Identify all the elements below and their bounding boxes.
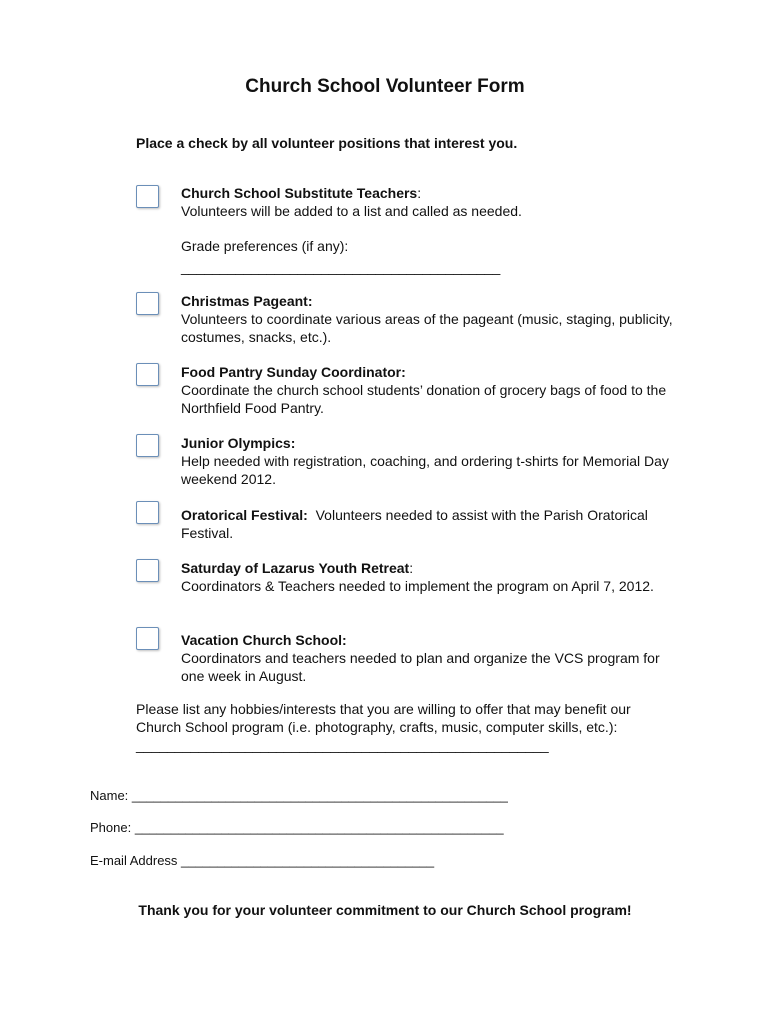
position-text bbox=[181, 434, 681, 488]
position-description: Coordinators & Teachers needed to implement the program on April 7, 2012. bbox=[181, 578, 654, 594]
checkbox-junior-olympics[interactable] bbox=[136, 434, 159, 457]
email-field[interactable]: E-mail Address ___________________________________ bbox=[90, 853, 435, 868]
position-title: Food Pantry Sunday Coordinator: bbox=[181, 364, 406, 380]
position-description: Coordinate the church school students’ donation of grocery bags of food to the Northfield Food Pantry. bbox=[181, 382, 667, 416]
hobbies-prompt: Please list any hobbies/interests that you are willing to offer that may benefit our Church School program (i.e. photography, crafts, music, computer skills, etc.): bbox=[136, 701, 631, 735]
position-description: Help needed with registration, coaching, and ordering t-shirts for Memorial Day weekend 2012. bbox=[181, 453, 669, 487]
position-title: Oratorical Festival: bbox=[181, 507, 308, 523]
form-title: Church School Volunteer Form bbox=[245, 76, 525, 97]
position-description: Volunteers to coordinate various areas of the pageant (music, staging, publicity, costumes, snacks, etc.). bbox=[181, 311, 673, 345]
position-title: Vacation Church School: bbox=[181, 632, 347, 648]
checkbox-substitute-teachers[interactable] bbox=[136, 185, 159, 208]
position-title-suffix: : bbox=[417, 185, 422, 201]
position-text bbox=[181, 631, 681, 685]
checkbox-oratorical-festival[interactable] bbox=[136, 501, 159, 524]
position-title: Church School Substitute Teachers bbox=[181, 185, 418, 201]
position-description: Coordinators and teachers needed to plan and organize the VCS program for one week in August. bbox=[181, 650, 660, 684]
position-description: Volunteers will be added to a list and called as needed. bbox=[181, 203, 522, 219]
thank-you-message: Thank you for your volunteer commitment to our Church School program! bbox=[138, 902, 632, 918]
position-text bbox=[181, 184, 681, 276]
position-text bbox=[181, 559, 681, 595]
position-text bbox=[181, 363, 681, 417]
position-description: Volunteers needed to assist with the Parish Oratorical Festival. bbox=[181, 507, 648, 541]
phone-field[interactable]: Phone: ___________________________________________________ bbox=[90, 820, 504, 835]
checkbox-lazarus-retreat[interactable] bbox=[136, 559, 159, 582]
instruction-text: Place a check by all volunteer positions that interest you. bbox=[136, 135, 518, 151]
position-text bbox=[181, 292, 681, 346]
hobbies-line[interactable]: _____________________________________________________ bbox=[136, 737, 549, 753]
position-title: Junior Olympics: bbox=[181, 435, 296, 451]
grade-preferences-line[interactable]: _________________________________________ bbox=[181, 259, 501, 275]
grade-preferences-label: Grade preferences (if any): bbox=[181, 238, 349, 254]
name-field[interactable]: Name: ____________________________________________________ bbox=[90, 788, 508, 803]
checkbox-food-pantry[interactable] bbox=[136, 363, 159, 386]
position-title: Saturday of Lazarus Youth Retreat bbox=[181, 560, 410, 576]
position-title-suffix: : bbox=[409, 560, 414, 576]
hobbies-section bbox=[136, 700, 676, 754]
position-title: Christmas Pageant: bbox=[181, 293, 313, 309]
checkbox-vacation-church-school[interactable] bbox=[136, 627, 159, 650]
position-text bbox=[181, 506, 681, 542]
checkbox-christmas-pageant[interactable] bbox=[136, 292, 159, 315]
